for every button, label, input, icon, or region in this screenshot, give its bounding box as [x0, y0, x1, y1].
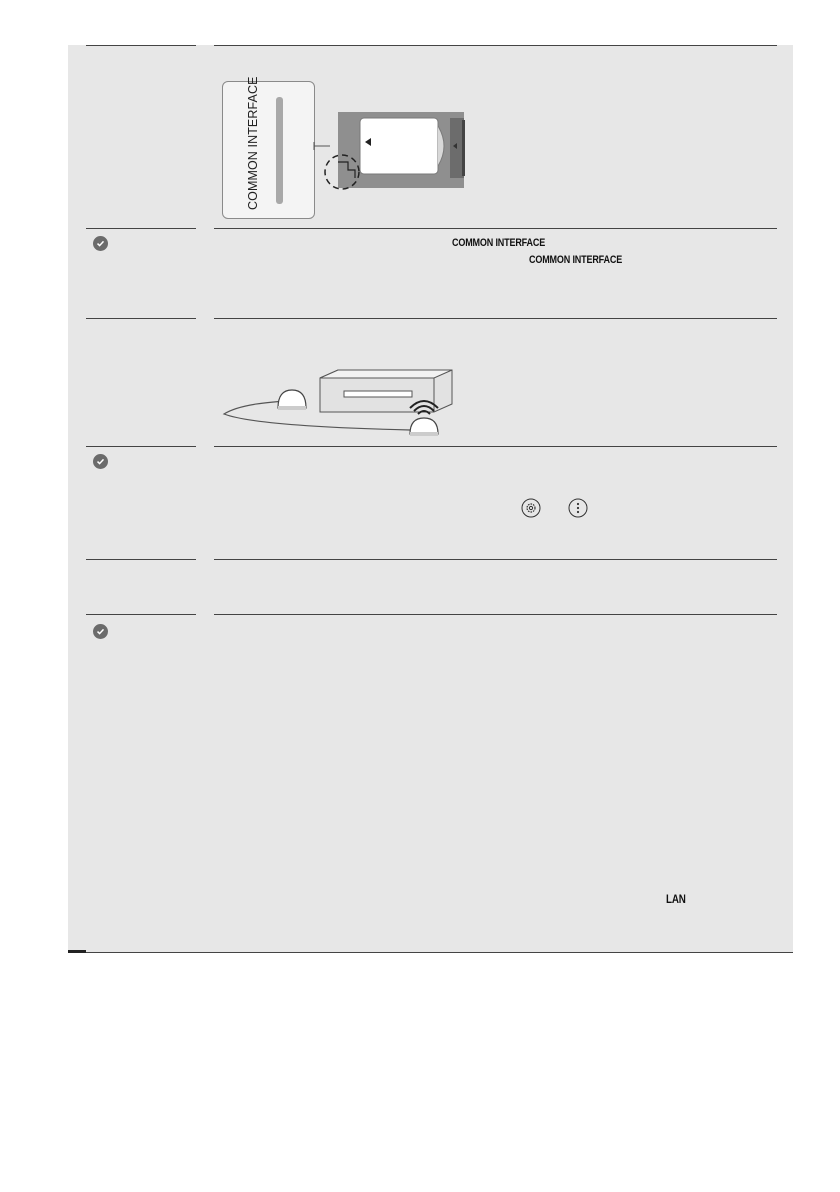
section-2-divider-right [214, 318, 777, 319]
ir-emitter-icon [278, 390, 306, 410]
note-1-divider-right [214, 228, 777, 229]
note-1-label-1: COMMON INTERFACE [452, 237, 546, 249]
section-1-divider-right [214, 45, 777, 46]
note-1-label-2: COMMON INTERFACE [529, 254, 623, 266]
check-circle-icon [93, 454, 108, 469]
panel-bottom-tick [68, 950, 86, 953]
ci-card-icon [310, 100, 480, 190]
check-circle-icon [93, 624, 108, 639]
note-3-divider-right [214, 614, 777, 615]
settings-gear-icon [521, 498, 541, 518]
note-3-label-lan: LAN [666, 892, 686, 906]
note-2-divider-left [86, 446, 196, 447]
ir-figure [220, 368, 460, 440]
section-2-divider-left [86, 318, 196, 319]
panel-bottom-border [68, 952, 793, 953]
more-vertical-icon [568, 498, 588, 518]
section-3-divider-left [86, 559, 196, 560]
ci-slot-label: COMMON INTERFACE [246, 76, 260, 210]
section-3-divider-right [214, 559, 777, 560]
ir-emitter-icon-2 [410, 418, 438, 436]
check-circle-icon [93, 236, 108, 251]
set-top-box-icon [320, 370, 452, 412]
note-2-divider-right [214, 446, 777, 447]
ci-slot-icon [276, 97, 283, 204]
note-3-divider-left [86, 614, 196, 615]
ci-slot-panel [222, 81, 315, 219]
section-1-divider-left [86, 45, 196, 46]
note-1-divider-left [86, 228, 196, 229]
